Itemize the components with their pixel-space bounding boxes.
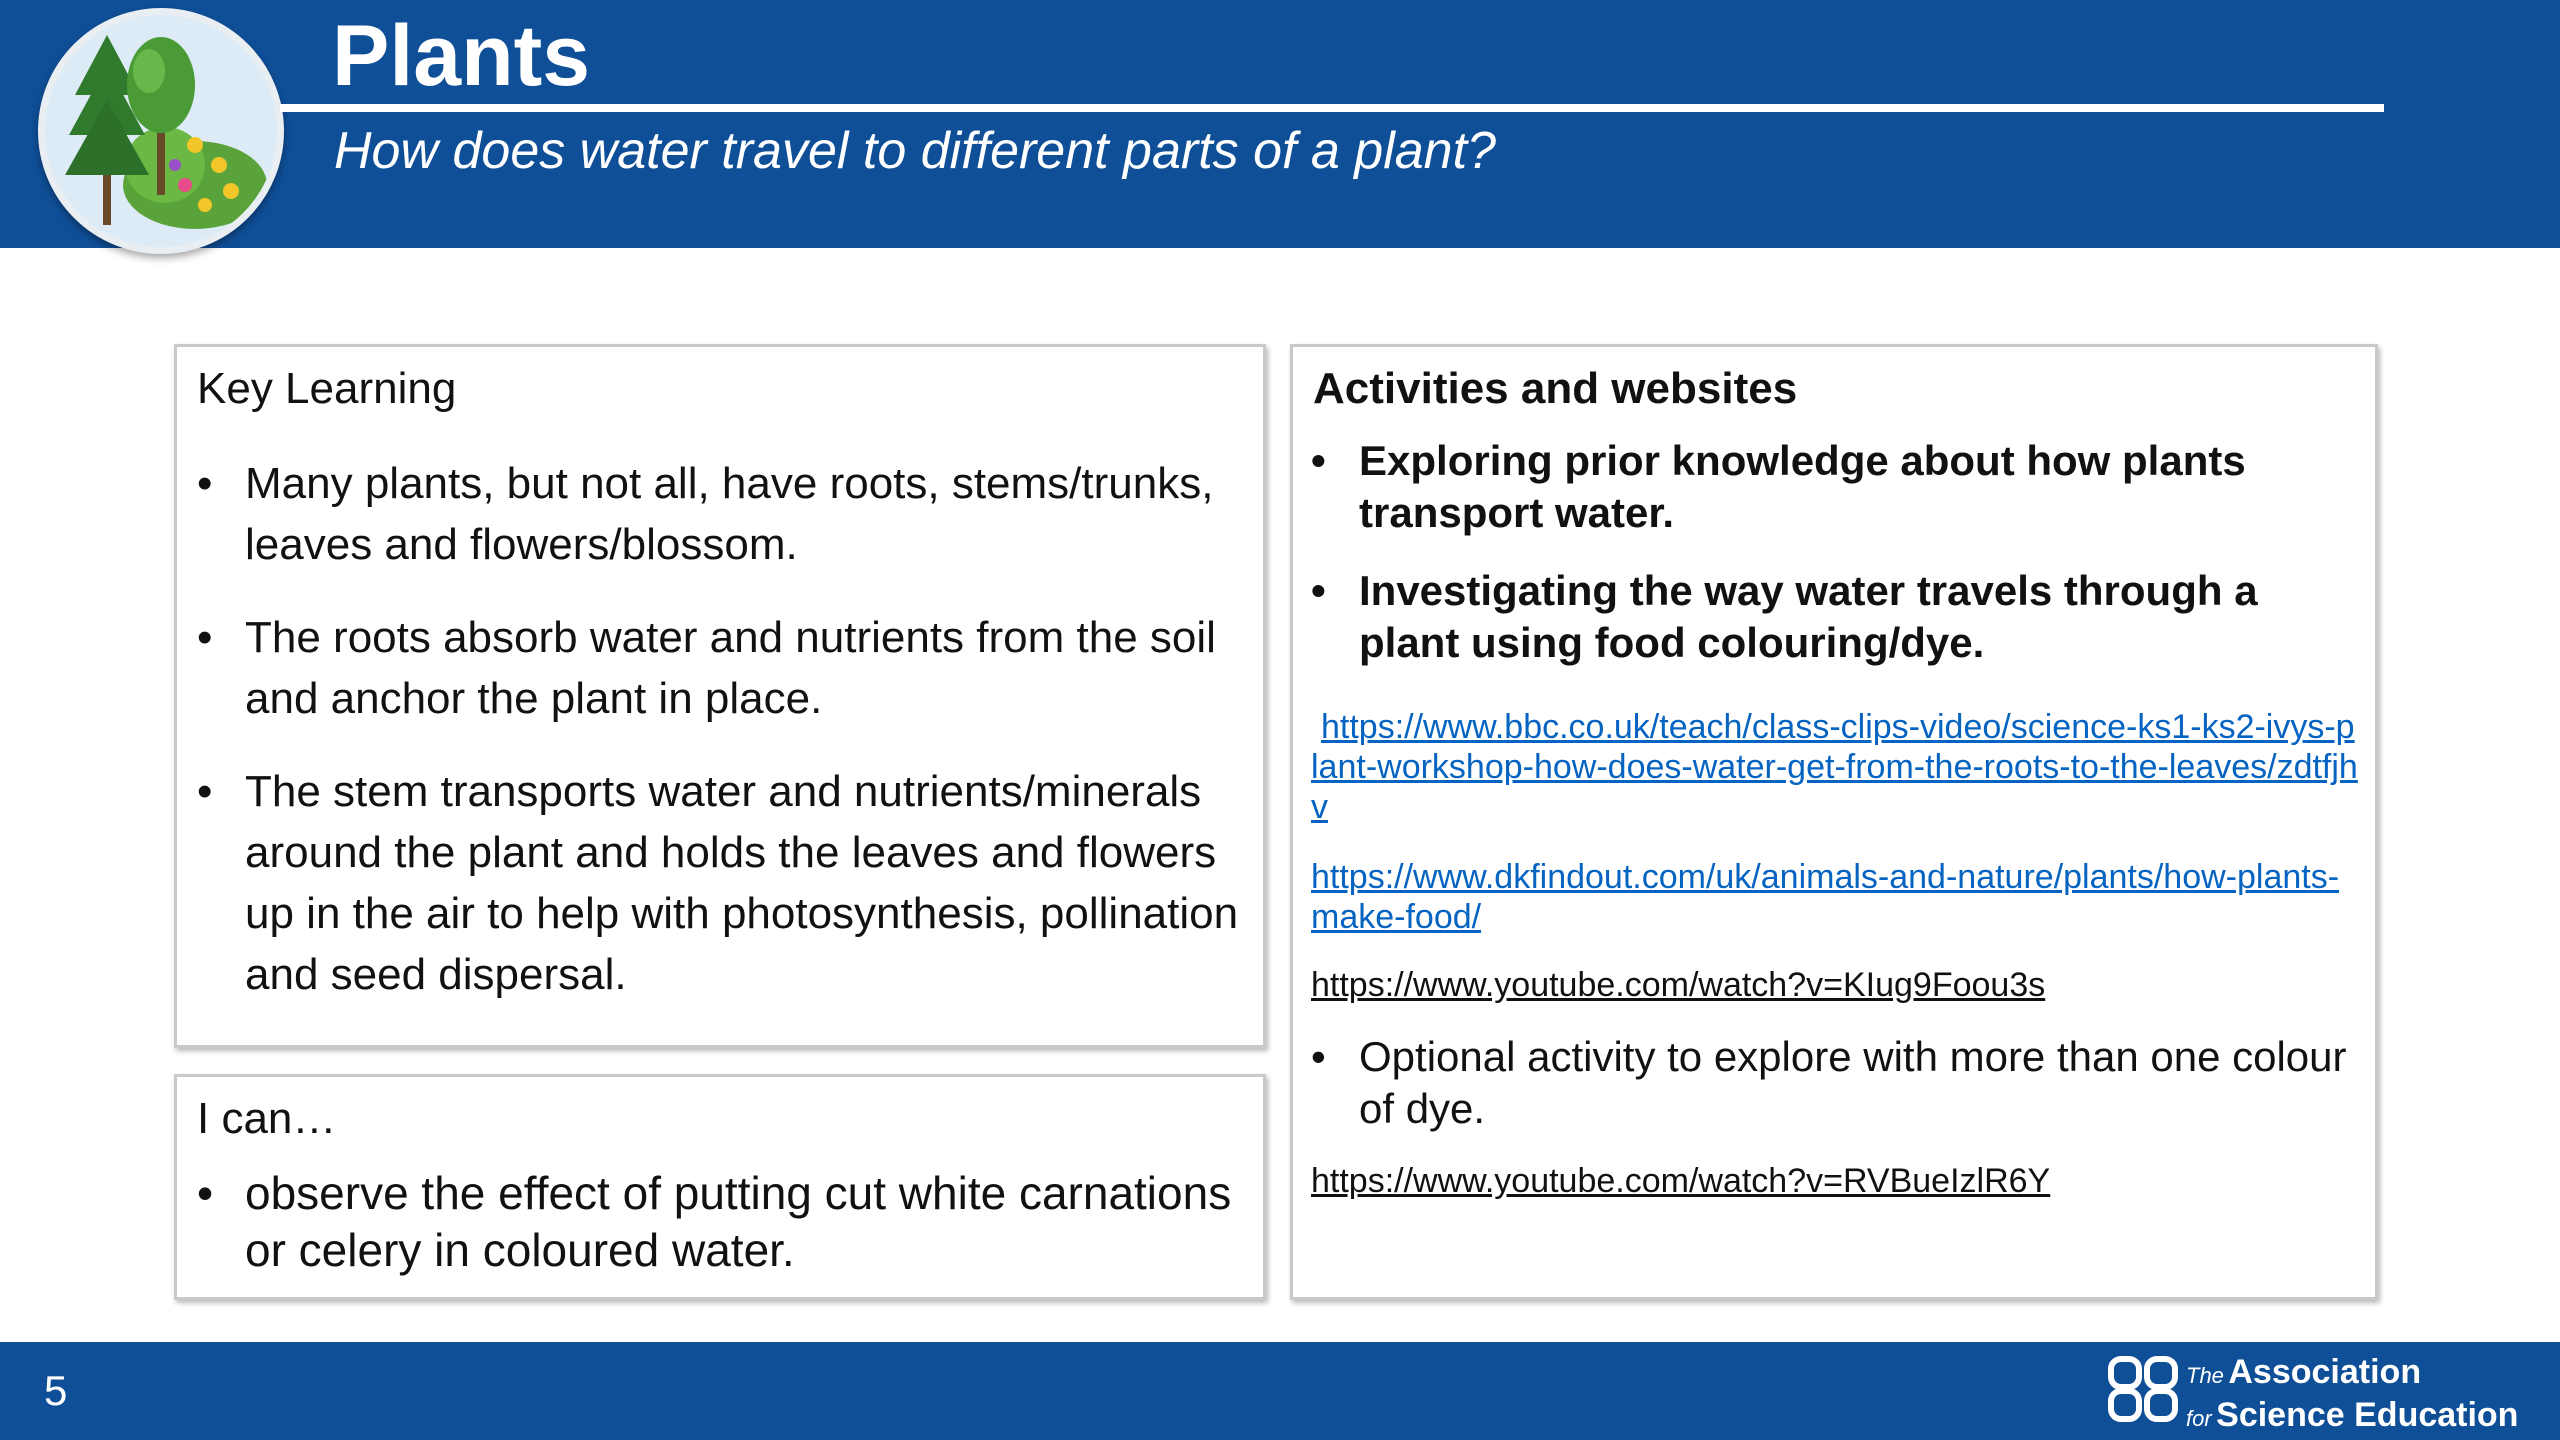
dkfindout-link[interactable]: https://www.dkfindout.com/uk/animals-and-nature/plants/how-plants-make-food/	[1311, 858, 2340, 936]
key-learning-box	[174, 344, 1266, 1048]
activities-heading: Activities and websites	[1313, 364, 1798, 413]
ase-word-association: Association	[2228, 1353, 2422, 1391]
i-can-heading: I can…	[197, 1094, 337, 1143]
plants-circle-icon	[38, 8, 284, 254]
ase-word-science-education: Science Education	[2216, 1396, 2519, 1434]
youtube-link-1[interactable]: https://www.youtube.com/watch?v=KIug9Foou3s	[1311, 966, 2046, 1004]
ase-logo-icon	[2108, 1356, 2178, 1422]
ase-word-the: The	[2186, 1363, 2224, 1388]
list-item: • The roots absorb water and nutrients from the soil and anchor the plant in place.	[197, 607, 1247, 729]
bbc-teach-link[interactable]: https://www.bbc.co.uk/teach/class-clips-video/science-ks1-ks2-ivys-plant-workshop-how-does-water-get-from-the-roots-to-the-leaves/zdtfjhv	[1311, 708, 2358, 826]
key-learning-heading: Key Learning	[197, 364, 457, 413]
list-item: • Optional activity to explore with more than one colour of dye.	[1311, 1031, 2361, 1135]
page-title: Plants	[332, 8, 591, 104]
page-number: 5	[44, 1367, 68, 1414]
activities-box	[1290, 344, 2378, 1300]
list-item: • The stem transports water and nutrients/minerals around the plant and holds the leaves and flowers up in the air to help with photosynthesis, pollination and seed dispersal.	[197, 761, 1247, 1005]
key-learning-list	[197, 453, 1247, 1037]
list-item: • Investigating the way water travels through a plant using food colouring/dye.	[1311, 565, 2361, 669]
i-can-list	[197, 1165, 1247, 1279]
list-item: • Many plants, but not all, have roots, stems/trunks, leaves and flowers/blossom.	[197, 453, 1247, 575]
title-divider	[280, 104, 2384, 112]
activities-list	[1311, 435, 2361, 695]
ase-logo-text	[2186, 1354, 2546, 1440]
page-subtitle: How does water travel to different parts of a plant?	[334, 122, 1496, 180]
list-item: • observe the effect of putting cut white carnations or celery in coloured water.	[197, 1165, 1247, 1279]
footer-bar	[0, 1342, 2560, 1440]
ase-word-for: for	[2186, 1406, 2212, 1431]
list-item: • Exploring prior knowledge about how plants transport water.	[1311, 435, 2361, 539]
youtube-link-2[interactable]: https://www.youtube.com/watch?v=RVBueIzlR6Y	[1311, 1162, 2051, 1200]
optional-activity-list	[1311, 1031, 2361, 1135]
header-banner	[0, 0, 2560, 248]
i-can-box	[174, 1074, 1266, 1300]
